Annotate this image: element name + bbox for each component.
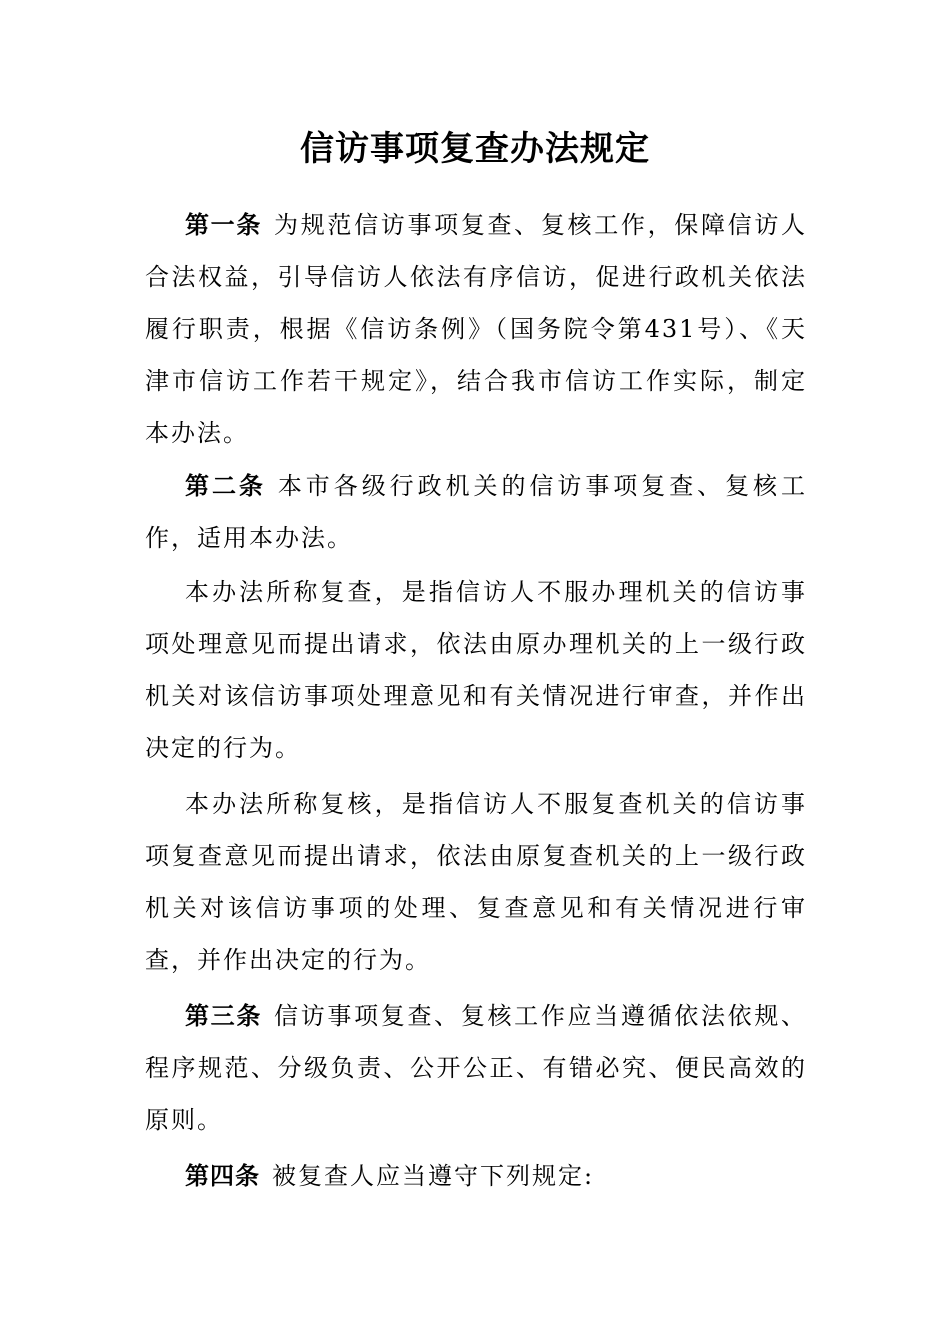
article-4-paragraph (145, 1150, 807, 1202)
article-3-label: 第三条 (185, 1001, 263, 1030)
review-definition-paragraph (145, 566, 807, 774)
article-4-label: 第四条 (185, 1161, 260, 1190)
article-2-paragraph (145, 460, 807, 564)
article-2-label: 第二条 (185, 471, 266, 500)
article-2-text: 本市各级行政机关的信访事项复查、复核工作，适用本办法。 (145, 472, 808, 552)
article-4-text: 被复查人应当遵守下列规定: (272, 1162, 595, 1190)
review-definition-text: 本办法所称复查，是指信访人不服办理机关的信访事项处理意见而提出请求，依法由原办理机关的上一级行政机关对该信访事项处理意见和有关情况进行审查，并作出决定的行为。 (145, 578, 807, 762)
document-title: 信访事项复查办法规定 (300, 129, 650, 169)
article-1-label: 第一条 (185, 210, 263, 239)
article-1-text: 为规范信访事项复查、复核工作，保障信访人合法权益，引导信访人依法有序信访，促进行政机关依法履行职责，根据《信访条例》（国务院令第431号）、《天津市信访工作若干规定》，结合我市信访工作实际，制定本办法。 (145, 211, 807, 447)
recheck-definition-paragraph (145, 778, 807, 986)
recheck-definition-text: 本办法所称复核，是指信访人不服复查机关的信访事项复查意见而提出请求，依法由原复查机关的上一级行政机关对该信访事项的处理、复查意见和有关情况进行审查，并作出决定的行为。 (145, 790, 807, 974)
article-3-paragraph (145, 990, 807, 1146)
article-3-text: 信访事项复查、复核工作应当遵循依法依规、程序规范、分级负责、公开公正、有错必究、便民高效的原则。 (145, 1002, 807, 1134)
article-1-paragraph (145, 199, 807, 459)
